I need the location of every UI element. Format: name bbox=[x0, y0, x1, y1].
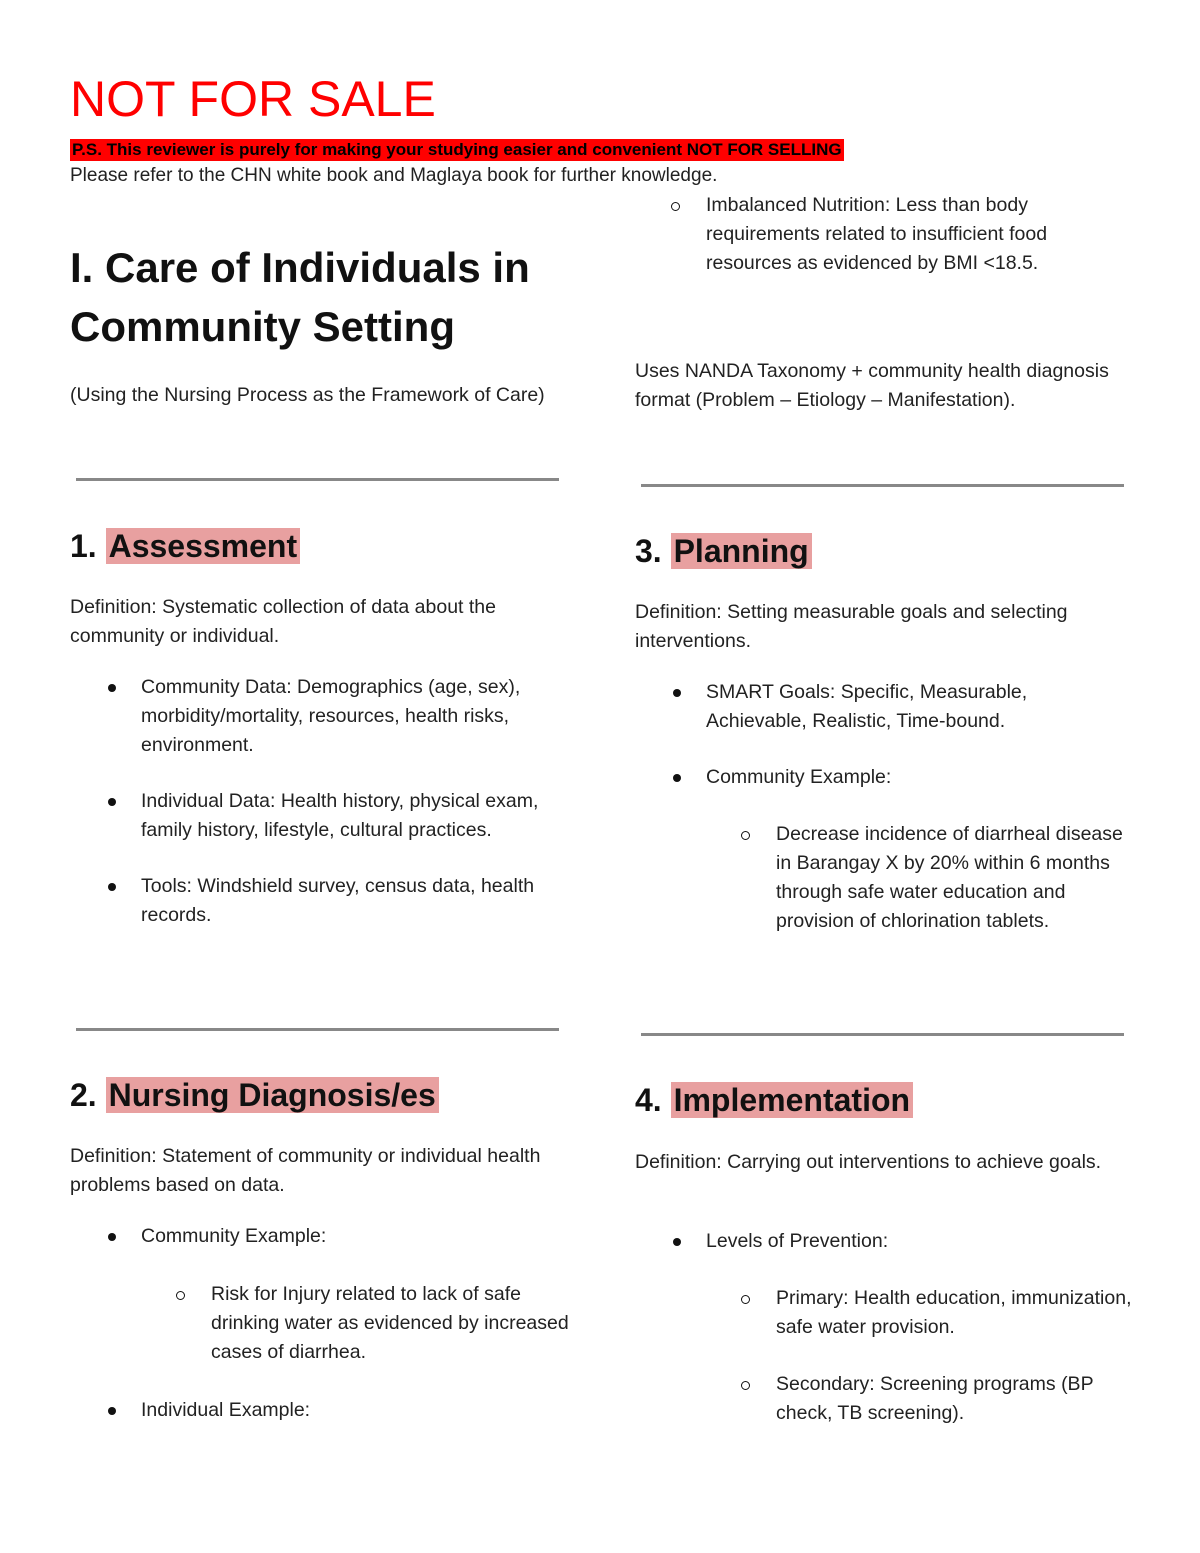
divider bbox=[641, 1033, 1124, 1036]
list-item: Individual Data: Health history, physical exam, family history, lifestyle, cultural practices. bbox=[70, 787, 570, 845]
list-item: Community Example: bbox=[635, 763, 1125, 792]
section-heading-implementation bbox=[635, 1078, 913, 1122]
divider bbox=[76, 1028, 559, 1031]
diagnosis-definition: Definition: Statement of community or individual health problems based on data. bbox=[70, 1145, 541, 1196]
sub-list-item: Risk for Injury related to lack of safe drinking water as evidenced by increased cases of diarrhea. bbox=[70, 1280, 570, 1367]
section-number: 1. bbox=[70, 528, 97, 564]
sub-list-item: Decrease incidence of diarrheal disease in Barangay X by 20% within 6 months through safe water education and provision of chlorination tablets. bbox=[635, 820, 1125, 936]
document-title: I. Care of Individuals in Community Setting bbox=[70, 244, 530, 350]
sub-list-item: Primary: Health education, immunization, safe water provision. bbox=[635, 1284, 1135, 1342]
diagnosis-list bbox=[70, 1222, 570, 1425]
planning-definition: Definition: Setting measurable goals and selecting interventions. bbox=[635, 601, 1068, 652]
list-item: Levels of Prevention: bbox=[635, 1227, 1135, 1256]
list-item: Community Example: bbox=[70, 1222, 570, 1251]
section-number: 4. bbox=[635, 1082, 662, 1118]
sub-list-item: Secondary: Screening programs (BP check, TB screening). bbox=[635, 1370, 1135, 1428]
section-heading-diagnosis bbox=[70, 1073, 439, 1117]
section-heading-planning bbox=[635, 529, 812, 573]
list-item: Individual Example: bbox=[70, 1396, 570, 1425]
imbalanced-list bbox=[565, 191, 1105, 278]
reference-note: Please refer to the CHN white book and Maglaya book for further knowledge. bbox=[70, 165, 718, 186]
implementation-list bbox=[635, 1227, 1135, 1428]
assessment-definition: Definition: Systematic collection of data about the community or individual. bbox=[70, 596, 496, 647]
implementation-definition: Definition: Carrying out interventions to achieve goals. bbox=[635, 1151, 1102, 1173]
not-for-sale-banner: NOT FOR SALE bbox=[70, 71, 436, 127]
section-title: Nursing Diagnosis/es bbox=[106, 1077, 439, 1113]
ps-disclaimer: P.S. This reviewer is purely for making your studying easier and convenient NOT FOR SELLING bbox=[72, 140, 842, 159]
section-title: Implementation bbox=[671, 1082, 913, 1118]
planning-list bbox=[635, 678, 1125, 936]
assessment-list bbox=[70, 673, 570, 930]
section-number: 3. bbox=[635, 533, 662, 569]
list-item: Tools: Windshield survey, census data, health records. bbox=[70, 872, 570, 930]
section-heading-assessment bbox=[70, 524, 300, 568]
sub-list-item: Imbalanced Nutrition: Less than body requirements related to insufficient food resources as evidenced by BMI <18.5. bbox=[565, 191, 1105, 278]
divider bbox=[641, 484, 1124, 487]
list-item: SMART Goals: Specific, Measurable, Achievable, Realistic, Time-bound. bbox=[635, 678, 1125, 736]
nanda-note: Uses NANDA Taxonomy + community health diagnosis format (Problem – Etiology – Manifestation). bbox=[635, 360, 1109, 411]
section-title: Planning bbox=[671, 533, 812, 569]
section-number: 2. bbox=[70, 1077, 97, 1113]
divider bbox=[76, 478, 559, 481]
document-subtitle: (Using the Nursing Process as the Framework of Care) bbox=[70, 384, 545, 406]
list-item: Community Data: Demographics (age, sex), morbidity/mortality, resources, health risks, environment. bbox=[70, 673, 570, 760]
section-title: Assessment bbox=[106, 528, 301, 564]
